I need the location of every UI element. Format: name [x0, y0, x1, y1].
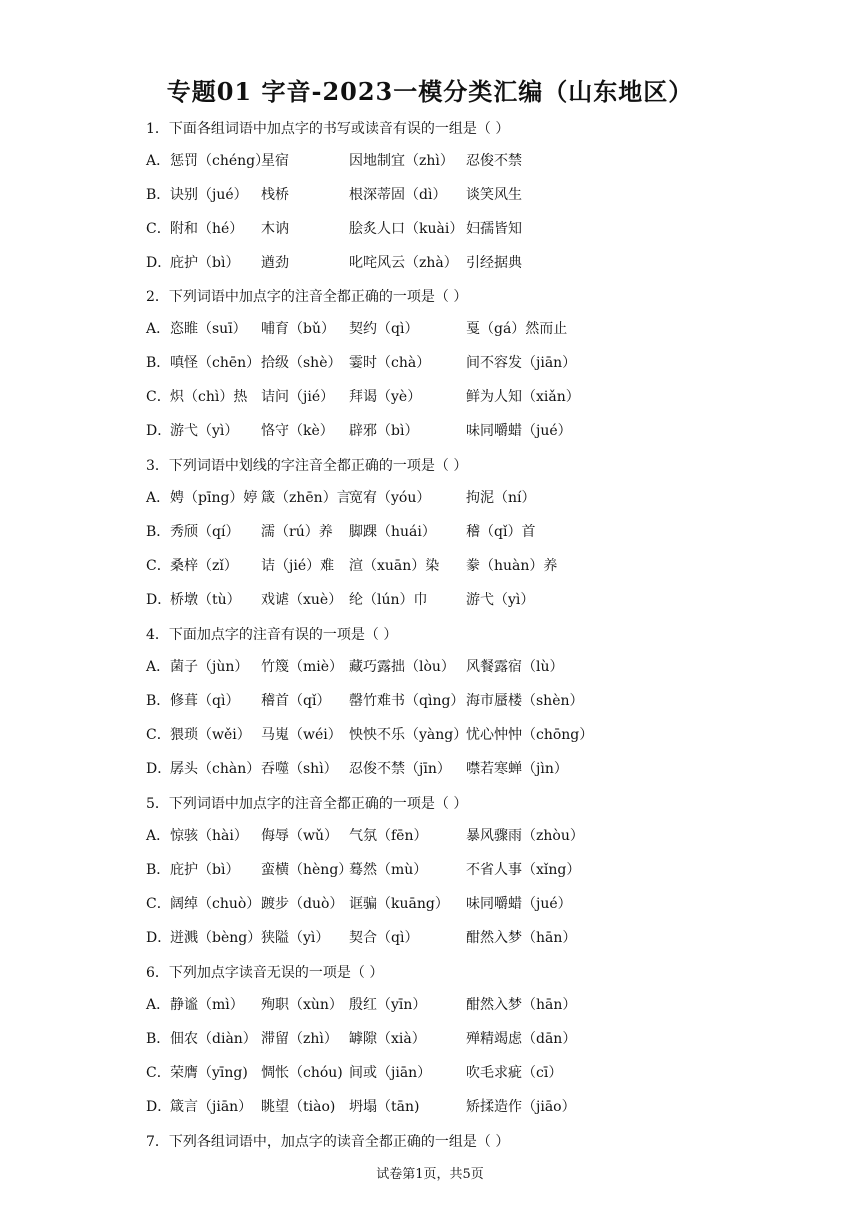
- option-term: 猥琐（wěi）: [170, 727, 251, 743]
- answer-option: [146, 1096, 746, 1116]
- option-letter: D．: [146, 255, 172, 271]
- option-term: 蛮横（hèng）: [261, 862, 353, 878]
- option-term: 惊骇（hài）: [170, 828, 248, 844]
- answer-option: [146, 218, 746, 238]
- option-term: 踱步（duò）: [261, 896, 344, 912]
- answer-option: [146, 521, 746, 541]
- option-term: 蓦然（mù）: [349, 862, 428, 878]
- option-term: 殉职（xùn）: [261, 997, 343, 1013]
- answer-option: [146, 555, 746, 575]
- option-term: 附和（hé）: [170, 221, 244, 237]
- option-term: 风餐露宿（lù）: [466, 659, 564, 675]
- option-term: 桥墩（tù）: [170, 592, 241, 608]
- answer-option: [146, 893, 746, 913]
- option-letter: C．: [146, 558, 171, 574]
- option-term: 游弋（yì）: [170, 423, 239, 439]
- option-term: 吞噬（shì）: [261, 761, 338, 777]
- option-term: 引经据典: [466, 255, 522, 271]
- option-term: 宽宥（yóu）: [349, 490, 431, 506]
- answer-option: [146, 690, 746, 710]
- option-letter: B．: [146, 355, 171, 371]
- option-term: 忧心忡忡（chōng）: [466, 727, 594, 743]
- option-term: 间不容发（jiān）: [466, 355, 577, 371]
- question-stem: 4．下面加点字的注音有误的一项是（ ）: [146, 627, 398, 643]
- option-term: 庇护（bì）: [170, 255, 240, 271]
- answer-option: [146, 859, 746, 879]
- answer-option: [146, 252, 746, 272]
- option-letter: C．: [146, 221, 171, 237]
- option-letter: C．: [146, 896, 171, 912]
- option-term: 霎时（chà）: [349, 355, 431, 371]
- option-term: 叱咤风云（zhà）: [349, 255, 458, 271]
- question-stem: 6．下列加点字读音无误的一项是（ ）: [146, 965, 384, 981]
- option-letter: C．: [146, 727, 171, 743]
- answer-option: [146, 1062, 746, 1082]
- answer-option: [146, 656, 746, 676]
- option-term: 罄竹难书（qìng）: [349, 693, 465, 709]
- option-term: 忍俊不禁: [466, 153, 522, 169]
- answer-option: [146, 184, 746, 204]
- question-stem: 1．下面各组词语中加点字的书写或读音有误的一组是（ ）: [146, 121, 510, 137]
- option-letter: C．: [146, 1065, 171, 1081]
- option-term: 箴言（jiān）: [170, 1099, 253, 1115]
- option-term: 炽（chì）热: [170, 389, 248, 405]
- option-term: 坍塌（tān): [349, 1099, 420, 1115]
- option-term: 脍炙人口（kuài）: [349, 221, 464, 237]
- option-term: 酣然入梦（hān）: [466, 997, 577, 1013]
- option-term: 拜谒（yè）: [349, 389, 422, 405]
- option-letter: D．: [146, 761, 172, 777]
- option-letter: B．: [146, 187, 171, 203]
- answer-option: [146, 386, 746, 406]
- option-letter: A．: [146, 490, 171, 506]
- option-term: 遒劲: [261, 255, 289, 271]
- option-letter: A．: [146, 321, 171, 337]
- option-term: 根深蒂固（dì）: [349, 187, 447, 203]
- option-term: 谈笑风生: [466, 187, 522, 203]
- option-term: 佃农（diàn）: [170, 1031, 257, 1047]
- page-title: 专题01 字音-2023一模分类汇编（山东地区）: [166, 77, 694, 106]
- option-term: 竹篾（miè）: [261, 659, 344, 675]
- option-term: 味同嚼蜡（jué）: [466, 423, 572, 439]
- option-letter: A．: [146, 828, 171, 844]
- option-letter: D．: [146, 423, 172, 439]
- option-letter: D．: [146, 930, 172, 946]
- option-term: 哺育（bǔ）: [261, 321, 335, 337]
- option-term: 栈桥: [261, 187, 289, 203]
- option-term: 桑梓（zǐ）: [170, 558, 238, 574]
- option-term: 诓骗（kuāng）: [349, 896, 449, 912]
- option-term: 味同嚼蜡（jué）: [466, 896, 572, 912]
- option-term: 孱头（chàn）: [170, 761, 261, 777]
- option-term: 因地制宜（zhì）: [349, 153, 454, 169]
- option-term: 侮辱（wǔ）: [261, 828, 338, 844]
- option-term: 戏谑（xuè）: [261, 592, 343, 608]
- option-term: 娉（pīng）婷: [170, 490, 258, 506]
- option-term: 游弋（yì）: [466, 592, 535, 608]
- option-letter: B．: [146, 524, 171, 540]
- option-term: 庇护（bì）: [170, 862, 240, 878]
- option-term: 诘问（jié）: [261, 389, 335, 405]
- answer-option: [146, 724, 746, 744]
- option-term: 殷红（yīn）: [349, 997, 427, 1013]
- option-term: 阔绰（chuò）: [170, 896, 261, 912]
- page-footer: 试卷第1页，共5页: [376, 1167, 484, 1182]
- option-term: 纶（lún）巾: [349, 592, 428, 608]
- answer-option: [146, 318, 746, 338]
- option-term: 箴（zhēn）言: [261, 490, 351, 506]
- option-term: 渲（xuān）染: [349, 558, 440, 574]
- option-term: 藏巧露拙（lòu）: [349, 659, 455, 675]
- option-term: 殚精竭虑（dān）: [466, 1031, 577, 1047]
- option-term: 眺望（tiào): [261, 1099, 336, 1115]
- answer-option: [146, 927, 746, 947]
- option-term: 辟邪（bì）: [349, 423, 419, 439]
- option-term: 气氛（fēn）: [349, 828, 428, 844]
- option-term: 豢（huàn）养: [466, 558, 558, 574]
- option-letter: A．: [146, 997, 171, 1013]
- option-term: 迸溅（bèng）: [170, 930, 262, 946]
- option-term: 荣膺（yīng): [170, 1065, 248, 1081]
- option-letter: B．: [146, 1031, 171, 1047]
- option-term: 稽首（qǐ）: [261, 693, 331, 709]
- option-term: 矫揉造作（jiāo）: [466, 1099, 576, 1115]
- option-term: 吹毛求疵（cī）: [466, 1065, 563, 1081]
- answer-option: [146, 589, 746, 609]
- option-term: 滞留（zhì）: [261, 1031, 338, 1047]
- question-stem: 3．下列词语中划线的字注音全都正确的一项是（ ）: [146, 458, 468, 474]
- option-term: 契约（qì）: [349, 321, 419, 337]
- option-term: 酣然入梦（hān）: [466, 930, 577, 946]
- option-term: 拾级（shè）: [261, 355, 342, 371]
- question-stem: 2．下列词语中加点字的注音全都正确的一项是（ ）: [146, 289, 468, 305]
- answer-option: [146, 352, 746, 372]
- option-letter: A．: [146, 659, 171, 675]
- answer-option: [146, 420, 746, 440]
- answer-option: [146, 994, 746, 1014]
- option-letter: C．: [146, 389, 171, 405]
- option-term: 怏怏不乐（yàng）: [349, 727, 468, 743]
- option-term: 马嵬（wéi）: [261, 727, 342, 743]
- option-letter: D．: [146, 592, 172, 608]
- option-term: 狭隘（yì）: [261, 930, 330, 946]
- option-letter: B．: [146, 862, 171, 878]
- option-letter: B．: [146, 693, 171, 709]
- option-term: 噤若寒蝉（jìn）: [466, 761, 568, 777]
- question-stem: 7．下列各组词语中，加点字的读音全都正确的一组是（ ）: [146, 1134, 510, 1150]
- option-term: 忍俊不禁（jīn）: [349, 761, 451, 777]
- option-term: 菌子（jùn）: [170, 659, 249, 675]
- option-term: 星宿: [261, 153, 289, 169]
- option-term: 稽（qǐ）首: [466, 524, 536, 540]
- option-term: 妇孺皆知: [466, 221, 522, 237]
- answer-option: [146, 150, 746, 170]
- option-term: 修葺（qì）: [170, 693, 240, 709]
- option-term: 戛（gá）然而止: [466, 321, 568, 337]
- option-term: 间或（jiān）: [349, 1065, 432, 1081]
- option-term: 秀颀（qí）: [170, 524, 240, 540]
- option-term: 惆怅（chóu): [261, 1065, 343, 1081]
- option-term: 嗔怪（chēn）: [170, 355, 261, 371]
- question-stem: 5．下列词语中加点字的注音全都正确的一项是（ ）: [146, 796, 468, 812]
- option-term: 海市蜃楼（shèn）: [466, 693, 584, 709]
- answer-option: [146, 487, 746, 507]
- option-term: 诀别（jué）: [170, 187, 248, 203]
- option-term: 鲜为人知（xiǎn）: [466, 389, 580, 405]
- option-term: 诘（jié）难: [261, 558, 335, 574]
- option-term: 拘泥（ní）: [466, 490, 536, 506]
- answer-option: [146, 1028, 746, 1048]
- option-term: 不省人事（xǐng）: [466, 862, 581, 878]
- option-term: 恪守（kè）: [261, 423, 334, 439]
- answer-option: [146, 825, 746, 845]
- option-letter: D．: [146, 1099, 172, 1115]
- option-term: 恣睢（suī）: [170, 321, 247, 337]
- option-term: 濡（rú）养: [261, 524, 333, 540]
- option-term: 惩罚（chéng）: [170, 153, 270, 169]
- answer-option: [146, 758, 746, 778]
- option-term: 暴风骤雨（zhòu）: [466, 828, 584, 844]
- option-term: 契合（qì）: [349, 930, 419, 946]
- option-term: 木讷: [261, 221, 289, 237]
- option-term: 脚踝（huái）: [349, 524, 436, 540]
- option-term: 静谧（mì）: [170, 997, 244, 1013]
- option-term: 罅隙（xià）: [349, 1031, 426, 1047]
- option-letter: A．: [146, 153, 171, 169]
